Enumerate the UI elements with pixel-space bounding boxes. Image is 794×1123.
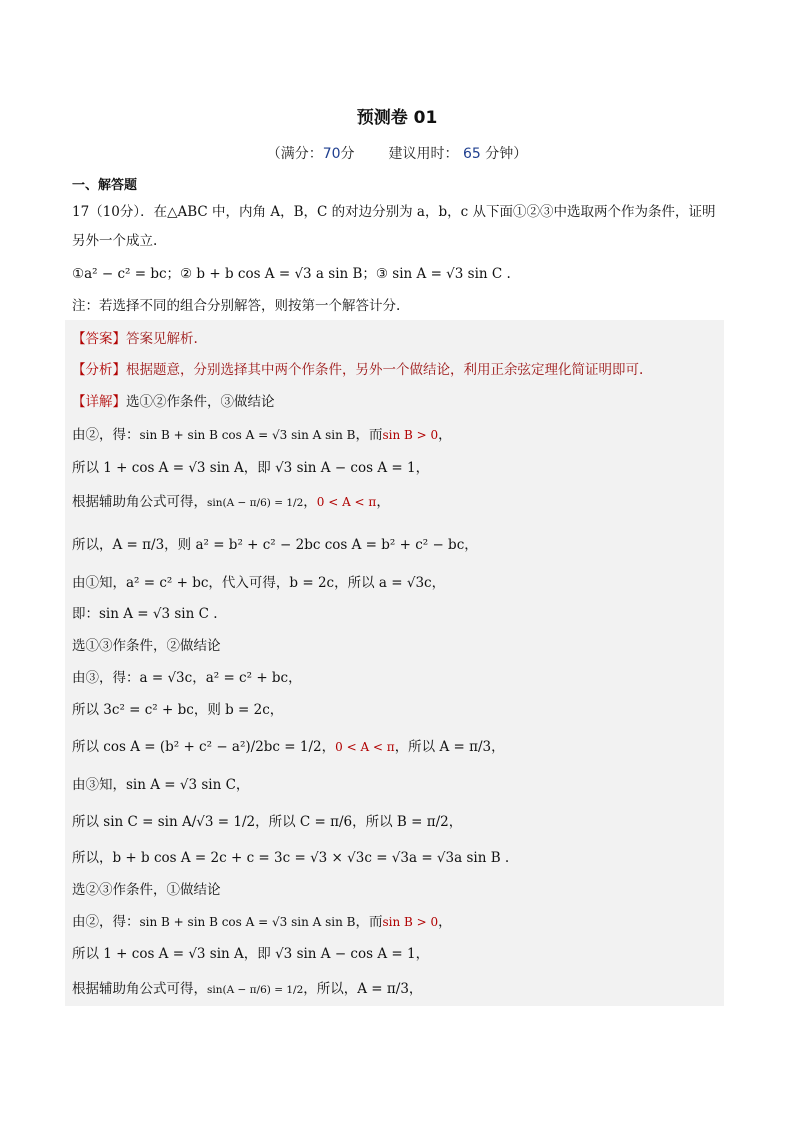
solution-line-10 [72,735,505,755]
solution-line-12: 所以 sin C = sin A/√3 = 1/2，所以 C = π/6，所以 B = π/2， [72,814,463,830]
subtitle-suffix: 分钟） [485,146,528,162]
solution-line-8: 由③，得：a = √3c，a² = c² + bc， [72,670,302,686]
text-segment: ，所以 A = π/3， [394,739,505,755]
analysis-line [72,358,643,378]
answer-tag: 【答案】 [72,331,126,347]
solution-line-4: 所以，A = π/3，则 a² = b² + c² − 2bc cos A = b² + c² − bc， [72,537,478,553]
page-subtitle [0,143,794,163]
answer-text: 答案见解析. [126,331,198,347]
text-segment: ， [376,494,390,510]
text-segment: 所以 cos A = (b² + c² − a²)/2bc = 1/2， [72,739,336,755]
math-segment: sin B > 0 [382,915,439,929]
solution-line-11: 由③知，sin A = √3 sin C， [72,777,250,793]
math-segment: 0 < A < π [335,740,395,754]
text-segment: ，所以，A = π/3， [303,981,423,997]
solution-line-15 [72,910,452,930]
math-segment: sin B + sin B cos A = √3 sin A sin B [139,428,356,442]
text-segment: ，而 [355,427,383,443]
text-segment: ， [303,494,317,510]
text-segment: 由②，得： [72,427,140,443]
text-segment: 根据辅助角公式可得， [72,494,207,510]
subtitle-score-unit: 分 [340,146,355,162]
solution-line-16: 所以 1 + cos A = √3 sin A，即 √3 sin A − cos A = 1， [72,946,430,962]
solution-line-13: 所以，b + b cos A = 2c + c = 3c = √3 × √3c = √3a = √3a sin B . [72,850,510,866]
solution-line-1 [72,423,452,443]
time-label: 建议用时： [388,146,459,162]
solution-line-5: 由①知，a² = c² + bc，代入可得，b = 2c，所以 a = √3c， [72,575,446,591]
solution-line-2: 所以 1 + cos A = √3 sin A，即 √3 sin A − cos A = 1， [72,460,430,476]
math-segment: sin B > 0 [382,428,439,442]
section-heading: 一、解答题 [72,178,138,193]
text-segment: 根据辅助角公式可得， [72,981,207,997]
question-line-2: 另外一个成立. [72,233,158,249]
analysis-tag: 【分析】 [72,362,126,378]
suggested-minutes: 65 [463,146,481,162]
solution-line-17 [72,977,422,997]
detail-tag: 【详解】 [72,394,126,410]
answer-line [72,327,198,347]
full-score: 70 [322,146,341,162]
detail-line [72,390,275,410]
solution-line-14: 选②③作条件，①做结论 [72,882,221,898]
text-segment: 由②，得： [72,914,140,930]
text-segment: ， [438,427,452,443]
page-title: 预测卷 01 [356,108,438,128]
math-segment: sin(A − π/6) = 1/2 [207,497,304,509]
solution-line-9: 所以 3c² = c² + bc，则 b = 2c， [72,702,284,718]
question-conditions: ①a² − c² = bc；② b + b cos A = √3 a sin B；③ sin A = √3 sin C . [72,266,511,282]
subtitle-prefix: （满分： [266,146,323,162]
question-note: 注：若选择不同的组合分别解答，则按第一个解答计分. [72,298,401,314]
text-segment: ， [438,914,452,930]
solution-line-6: 即：sin A = √3 sin C . [72,606,218,622]
solution-line-7: 选①③作条件，②做结论 [72,638,221,654]
text-segment: ，而 [355,914,383,930]
solution-line-3 [72,490,390,510]
detail-text: 选①②作条件，③做结论 [126,394,275,410]
question-line-1: 17（10分）．在△ABC 中，内角 A，B，C 的对边分别为 a，b，c 从下面①②③中选取两个作为条件，证明 [72,204,716,220]
math-segment: 0 < A < π [316,495,377,509]
math-segment: sin B + sin B cos A = √3 sin A sin B [139,915,356,929]
math-segment: sin(A − π/6) = 1/2 [207,984,304,996]
analysis-text: 根据题意，分别选择其中两个作条件，另外一个做结论，利用正余弦定理化简证明即可. [126,362,644,378]
